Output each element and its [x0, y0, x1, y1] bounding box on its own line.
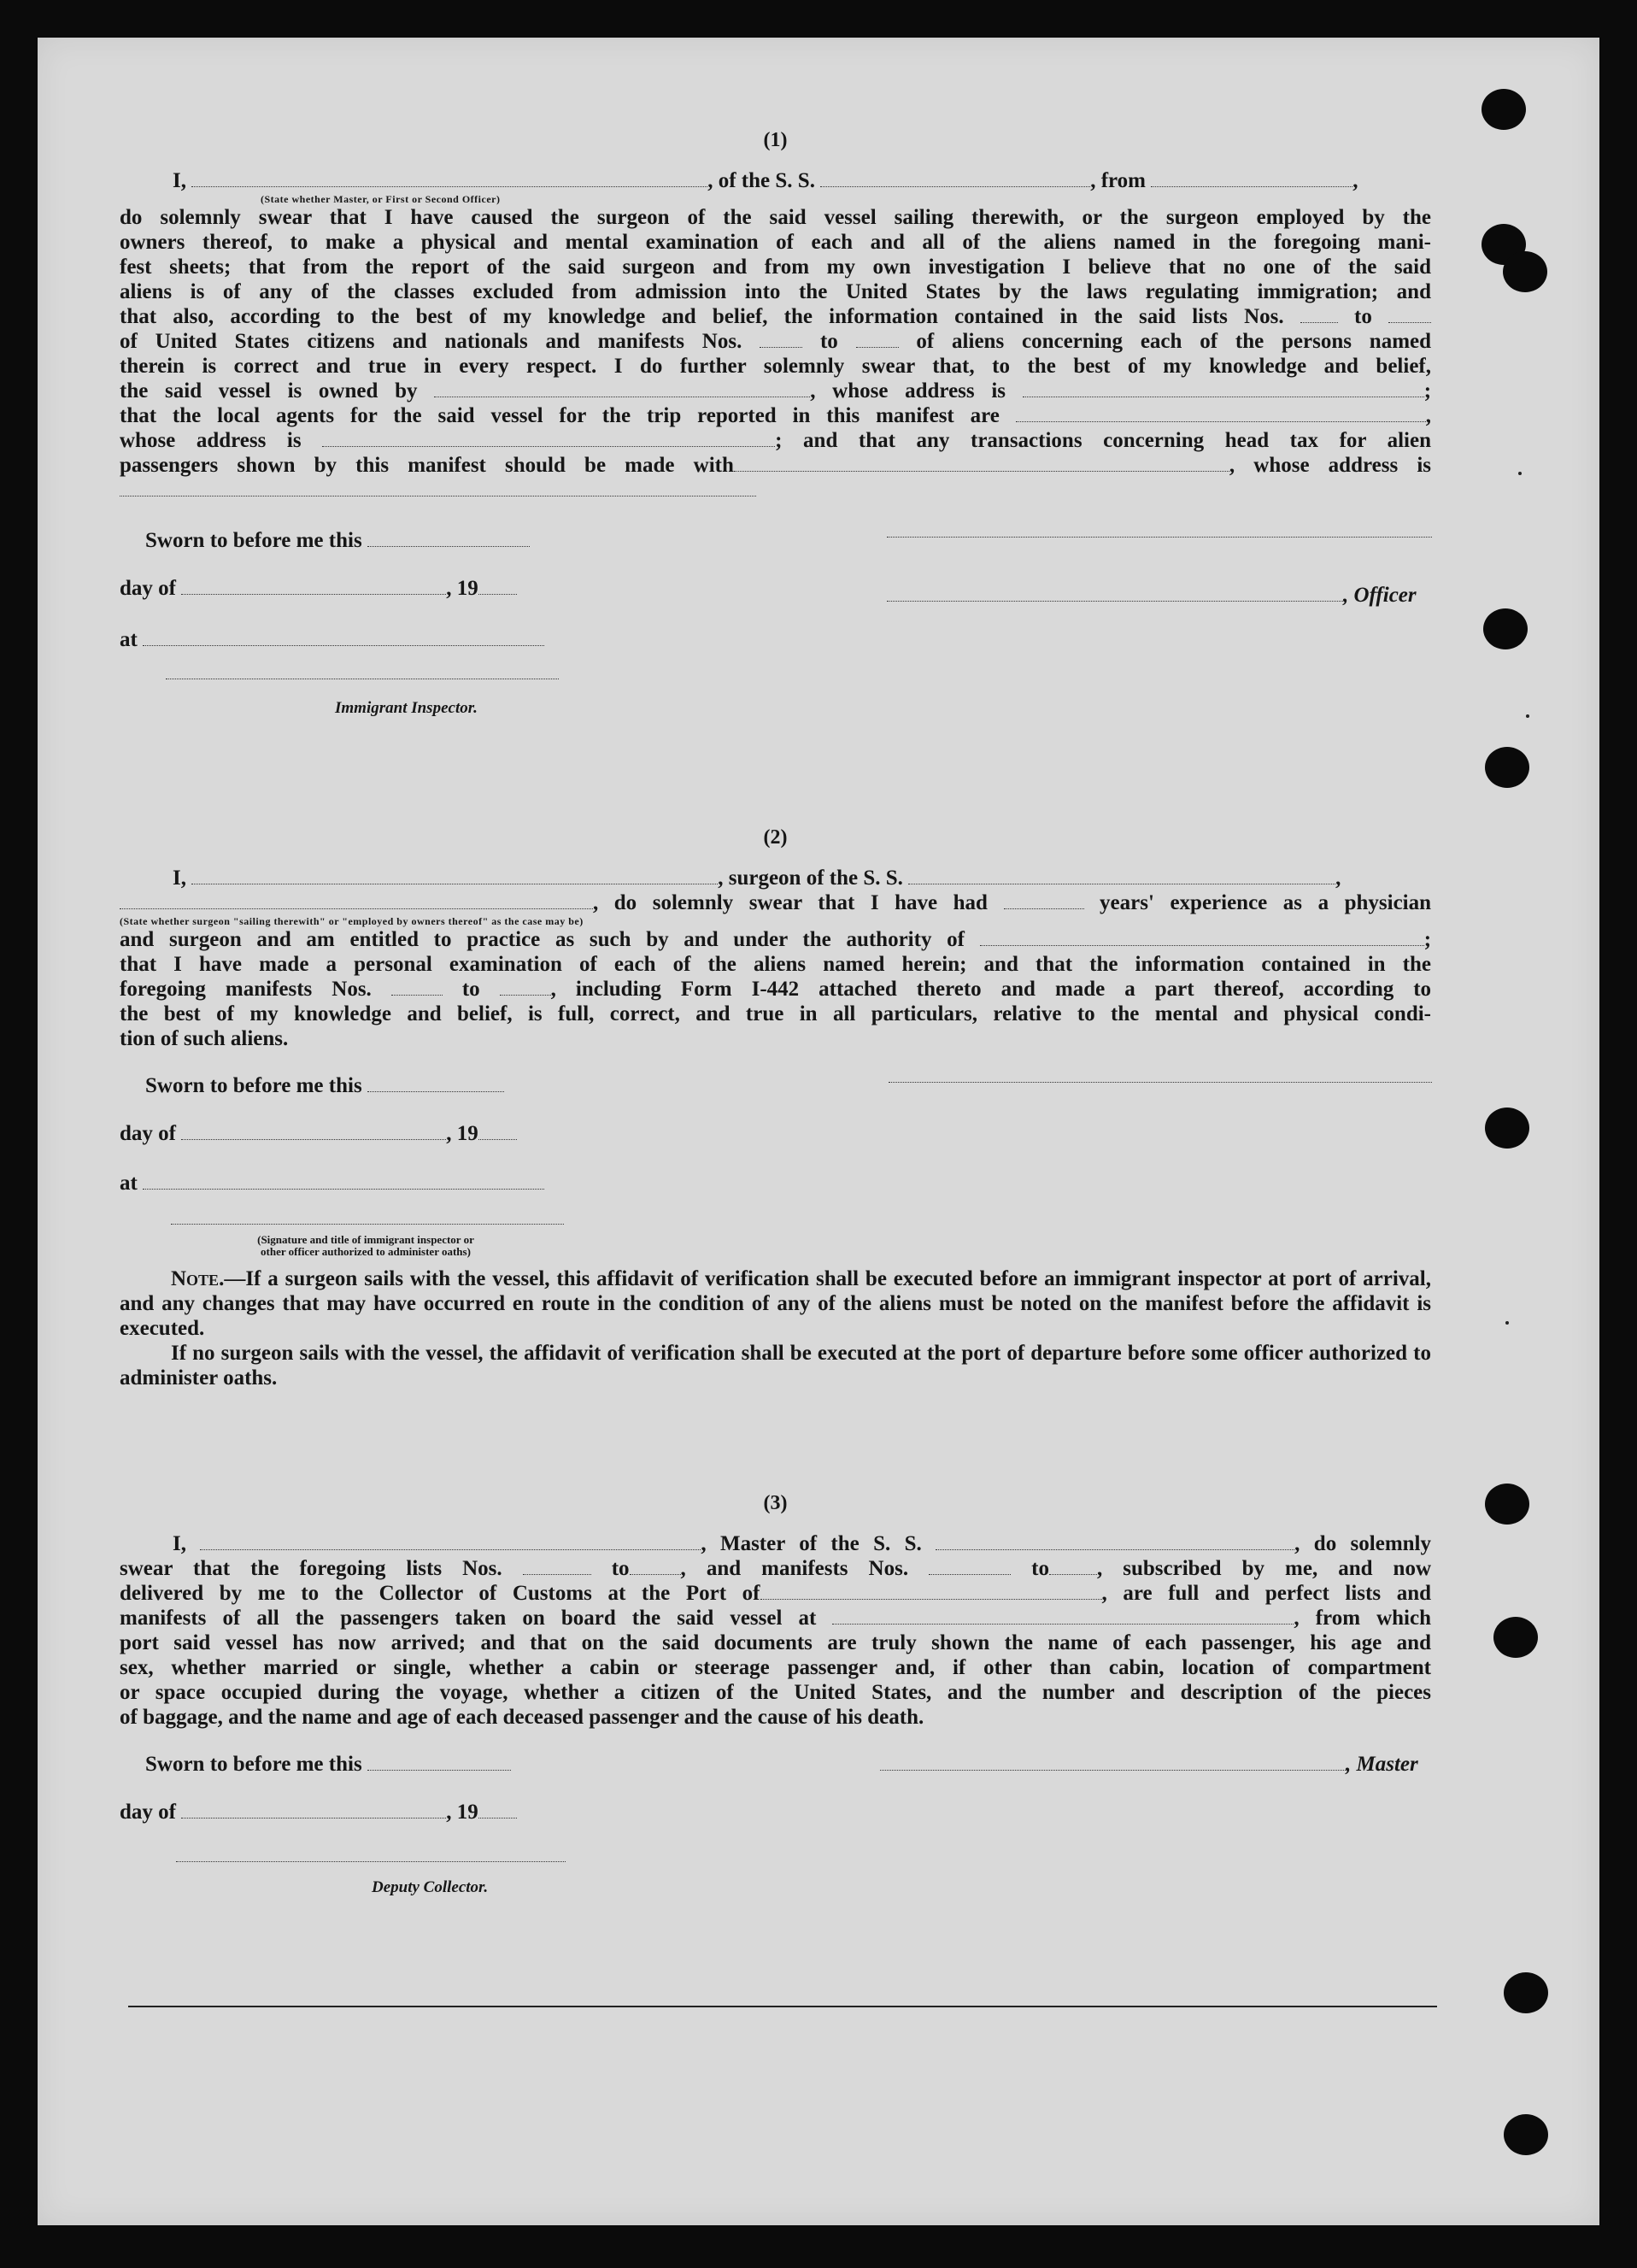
- section3-line1: I, , Master of the S. S. , do solemnly: [173, 1532, 1432, 1555]
- sworn-block-3: Sworn to before me this day of , 19 Deputy Collector. , Master: [120, 1752, 1431, 1897]
- section2-para-line: foregoing manifests Nos. to , including Form I-442 attached thereto and made a part thereof, according to: [120, 978, 1432, 1001]
- section-number: (1): [763, 129, 788, 151]
- punch-hole: [1504, 1972, 1548, 2013]
- section2-line2: , do solemnly swear that I have had years' experience as a physician: [120, 890, 1431, 915]
- section3-para-line: manifests of all the passengers taken on board the said vessel at , from which: [120, 1607, 1431, 1630]
- section3-para-line: of baggage, and the name and age of each deceased passenger and the cause of his death.: [120, 1706, 924, 1729]
- punch-hole: [1485, 747, 1529, 788]
- note-paragraph: Note.—If a surgeon sails with the vessel, this affidavit of verification shall be executed before an immigrant inspector at port of arrival, and any changes that may have occurred en route in the condition of any of the aliens must be noted on the manifest before the affidavit is executed.: [120, 1267, 1431, 1340]
- section3-para-line: port said vessel has now arrived; and that on the said documents are truly shown the name of each passenger, his age and: [120, 1631, 1431, 1654]
- section2-line1: I, , surgeon of the S. S. ,: [173, 867, 1341, 890]
- master-label: , Master: [1346, 1753, 1418, 1776]
- signature-caption: (Signature and title of immigrant inspector or other officer authorized to administer oaths): [257, 1233, 474, 1258]
- punch-hole: [1493, 1617, 1538, 1658]
- section3-para-line: delivered by me to the Collector of Customs at the Port of , are full and perfect lists and: [120, 1582, 1432, 1605]
- section1-para-line: aliens is of any of the classes excluded from admission into the United States by the laws regulating immigration; and: [120, 280, 1431, 303]
- deputy-collector-label: Deputy Collector.: [372, 1878, 489, 1896]
- form-content: [120, 128, 1431, 1897]
- punch-hole: [1504, 2114, 1548, 2155]
- punch-hole: [1482, 89, 1526, 130]
- bottom-rule: [128, 2006, 1437, 2007]
- section3-para-line: swear that the foregoing lists Nos. to , and manifests Nos. to , subscribed by me, and now: [120, 1557, 1432, 1580]
- punch-hole: [1485, 1108, 1529, 1149]
- section-number: (2): [763, 826, 788, 849]
- section1-para-line: [120, 478, 1431, 502]
- section3-para-line: or space occupied during the voyage, whether a citizen of the United States, and the number and description of the pieces: [120, 1681, 1431, 1704]
- sworn-block-2: Sworn to before me this day of , 19 at (Signature and title of immigrant inspector or other officer authorized to administer oaths): [120, 1073, 1431, 1260]
- section1-para-line: the said vessel is owned by , whose address is ;: [120, 379, 1432, 402]
- immigrant-inspector-label: Immigrant Inspector.: [335, 699, 478, 717]
- section2-para-line: and surgeon and am entitled to practice as such by and under the authority of ;: [120, 928, 1432, 951]
- section1-para-line: passengers shown by this manifest should be made with , whose address is: [120, 454, 1431, 477]
- section2-para-line: that I have made a personal examination of each of the aliens named herein; and that the information contained in the: [120, 953, 1431, 976]
- punch-hole: [1485, 1484, 1529, 1525]
- officer-caption: (State whether Master, or First or Second Officer): [261, 193, 501, 205]
- punch-hole: [1503, 251, 1547, 292]
- section1-para-line: owners thereof, to make a physical and mental examination of each and all of the aliens named in the foregoing mani-: [120, 231, 1431, 254]
- punch-hole: [1483, 608, 1528, 649]
- section1-para-line: of United States citizens and nationals and manifests Nos. to of aliens concerning each of the persons named: [120, 330, 1432, 353]
- section2-para-line: tion of such aliens.: [120, 1027, 289, 1050]
- section1-para-line: that also, according to the best of my knowledge and belief, the information contained in the said lists Nos. to: [120, 304, 1431, 329]
- sworn-block-1: Sworn to before me this day of , 19 at Immigrant Inspector. , Officer: [120, 528, 1431, 740]
- surgeon-caption: (State whether surgeon "sailing therewith" or "employed by owners thereof" as the case may be): [120, 915, 584, 927]
- officer-label: , Officer: [1343, 584, 1417, 607]
- section1-para-line: fest sheets; that from the report of the said surgeon and from my own investigation I believe that no one of the said: [120, 256, 1431, 279]
- note-paragraph-2: If no surgeon sails with the vessel, the affidavit of verification shall be executed at the port of departure before some officer authorized to administer oaths.: [120, 1342, 1431, 1390]
- section1-para-line: therein is correct and true in every respect. I do further solemnly swear that, to the best of my knowledge and belief,: [120, 355, 1431, 378]
- section3-para-line: sex, whether married or single, whether a cabin or steerage passenger and, if other than cabin, location of compartment: [120, 1656, 1431, 1679]
- section1-para-line: whose address is ; and that any transactions concerning head tax for alien: [120, 429, 1431, 452]
- section1-para-line: do solemnly swear that I have caused the surgeon of the said vessel sailing therewith, or the surgeon employed by the: [120, 206, 1431, 229]
- section-number: (3): [763, 1492, 788, 1514]
- section2-para-line: the best of my knowledge and belief, is full, correct, and true in all particulars, relative to the mental and physical condi-: [120, 1002, 1431, 1025]
- section1-para-line: that the local agents for the said vessel for the trip reported in this manifest are ,: [120, 404, 1432, 427]
- section1-line1: I, , of the S. S. , from ,: [173, 169, 1358, 192]
